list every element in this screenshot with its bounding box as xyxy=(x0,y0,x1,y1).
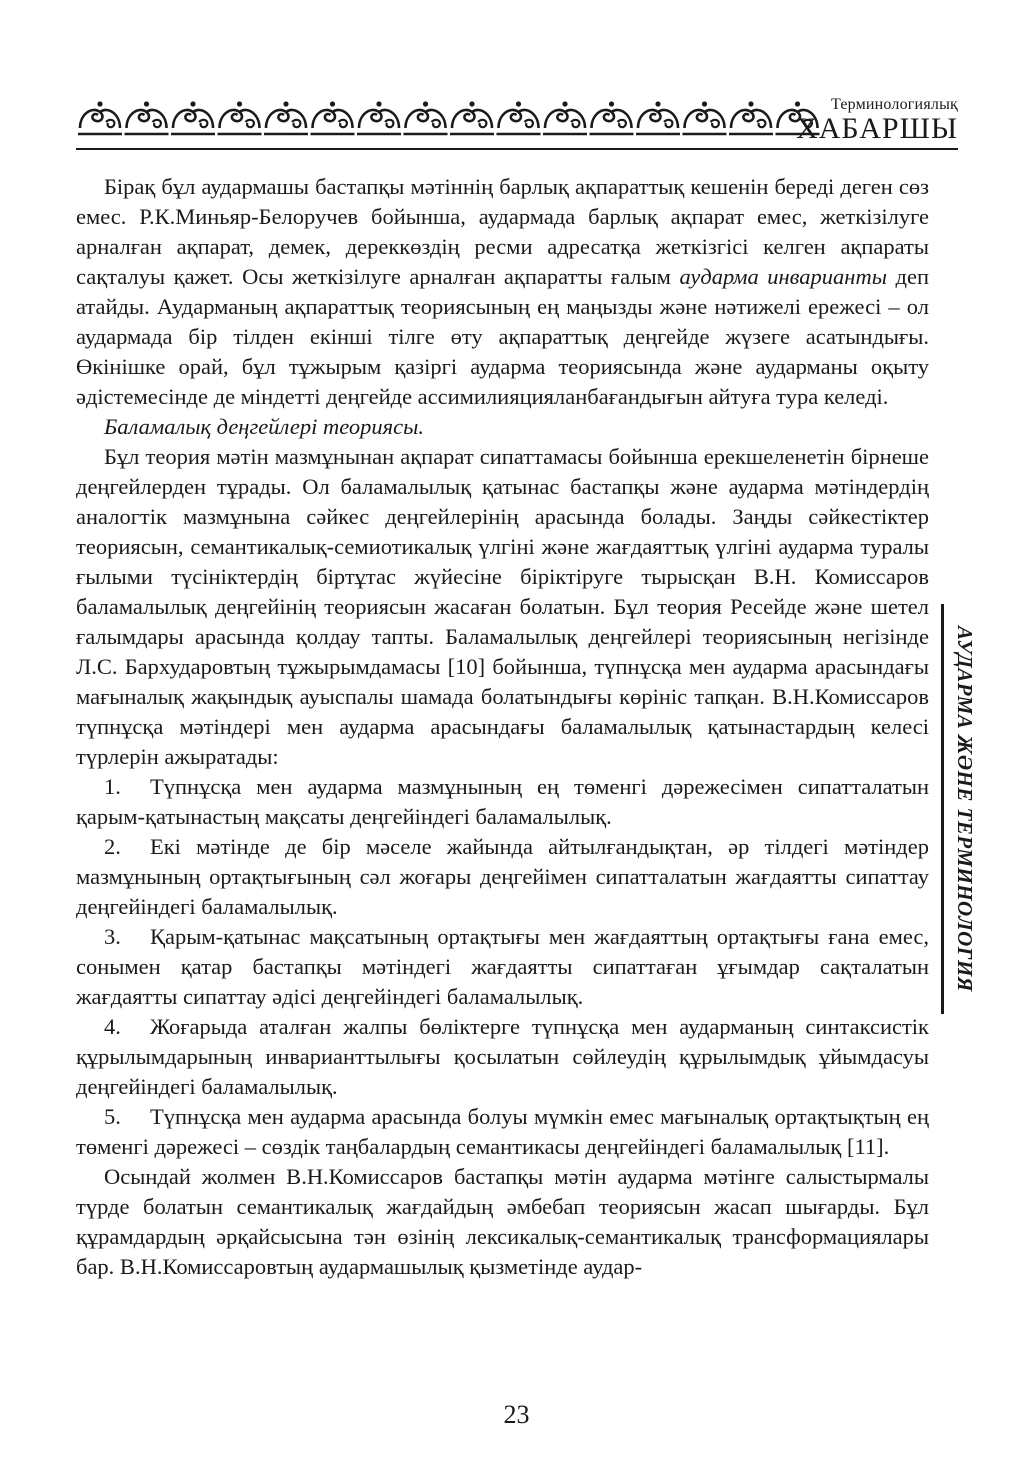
list-item-text: Қарым-қатынас мақсатының ортақтығы мен жағдаяттың ортақтығы ғана емес, сонымен қатар бастапқы мәтіндегі жағдаятты сипаттаған ұғымдар сақталатын жағдаятты сипаттау әдісі деңгейіндегі баламалылық. xyxy=(76,924,929,1009)
paragraph-3: Осындай жолмен В.Н.Комиссаров бастапқы мәтін аударма мәтінге салыстырмалы түрде болатын семантикалық жағдайдың әмбебап теориясын жасап шығарды. Бұл құрамдардың әрқайсысына тән өзінің лексикалық-семантикалық трансформациялары бар. В.Н.Комиссаровтың аудармашылық қызметінде аудар- xyxy=(76,1164,929,1279)
list-item-text: Жоғарыда аталған жалпы бөліктерге түпнұсқа мен аударманың синтаксистік құрылымдарының инварианттылығы қосылатын сөйлеудің құрылымдық ұйымдасуы деңгейіндегі баламалылық. xyxy=(76,1014,929,1099)
section-side-label: АУДАРМА ЖӘНЕ ТЕРМИНОЛОГИЯ xyxy=(953,626,977,992)
list-item-text: Түпнұсқа мен аударма мазмұнының ең төменгі дәрежесімен сипатталатын қарым-қатынастың мақсаты деңгейіндегі баламалылық. xyxy=(76,774,929,829)
section-subheading: Баламалық деңгейлері теориясы. xyxy=(104,414,424,439)
list-item xyxy=(76,1102,929,1162)
article-body xyxy=(76,172,929,1282)
paragraph-1 xyxy=(76,172,929,412)
list-item-number: 4. xyxy=(104,1014,121,1039)
list-item-number: 1. xyxy=(104,774,121,799)
paragraph-2: Бұл теория мәтін мазмұнынан ақпарат сипаттамасы бойынша ерекшеленетін бірнеше деңгейлерден тұрады. Ол баламалылық қатынас бастапқы және аударма мәтіндердің аналогтік мазмұнына сәйкес деңгейлерінің арасында болады. Заңды сәйкестіктер теориясын, семантикалық-семиотикалық үлгіні және жағдаяттық үлгіні аударма туралы ғылыми түсініктердің біртұтас жүйесіне біріктіруге тырысқан В.Н. Комиссаров баламалылық деңгейінің теориясын жасаған болатын. Бұл теория Ресейде және шетел ғалымдары арасында қолдау тапты. Баламалылық деңгейлері теориясының негізінде Л.С. Бархударовтың тұжырымдамасы [10] бойынша, түпнұсқа мен аударма арасындағы мағыналық жақындық ауыспалы шамада болатындығы көрініс тапқан. В.Н.Комиссаров түпнұсқа мәтіндері мен аударма арасындағы баламалылық қатынастардың келесі түрлерін ажыратады: xyxy=(76,444,929,769)
journal-header xyxy=(76,92,958,150)
journal-title: ХАБАРШЫ xyxy=(796,112,958,145)
list-item xyxy=(76,1012,929,1102)
paragraph-1-text-a: Бірақ бұл аудармашы бастапқы мәтіннің барлық ақпараттық кешенін береді деген сөз емес. Р.К.Миньяр-Белоручев бойынша, аудармада барлық ақпарат емес, жеткізілуге арналған ақпарат, демек, дереккөздің ресми адресатқа жеткізгісі келген ақпараты сақталуы қажет. Осы жеткізілуге арналған ақпаратты ғалым xyxy=(76,174,929,289)
paragraph-1-text-b: деп атайды. Аударманың ақпараттық теориясының ең маңызды және нәтижелі ережесі – ол аудармада бір тілден екінші тілге өту ақпараттық деңгейде жүзеге асатындығы. Өкінішке орай, бұл тұжырым қазіргі аударма теориясында және аударманы оқыту әдістемесінде де міндетті деңгейде ассимилияцияланбағандығын айтуға тура келеді. xyxy=(76,264,929,409)
journal-title-block xyxy=(796,96,958,144)
term-emphasis: аударма инварианты xyxy=(679,264,887,289)
list-item-text: Екі мәтінде де бір мәселе жайында айтылғандықтан, әр тілдегі мәтіндер мазмұнының ортақтығының сәл жоғары деңгейімен сипатталатын жағдаятты сипаттау деңгейіндегі баламалылық. xyxy=(76,834,929,919)
list-item xyxy=(76,832,929,922)
journal-subtitle: Терминологиялық xyxy=(830,96,958,113)
header-divider xyxy=(76,148,958,150)
list-item-number: 2. xyxy=(104,834,121,859)
side-divider xyxy=(941,604,944,1014)
list-item-text: Түпнұсқа мен аударма арасында болуы мүмкін емес мағыналық ортақтықтың ең төменгі дәрежесі – сөздік таңбалардың семантикасы деңгейіндегі баламалылық [11]. xyxy=(76,1104,929,1159)
list-item-number: 5. xyxy=(104,1104,121,1129)
list-item xyxy=(76,772,929,832)
list-item-number: 3. xyxy=(104,924,121,949)
ornament-icon xyxy=(76,98,820,140)
page-number: 23 xyxy=(503,1400,530,1429)
list-item xyxy=(76,922,929,1012)
